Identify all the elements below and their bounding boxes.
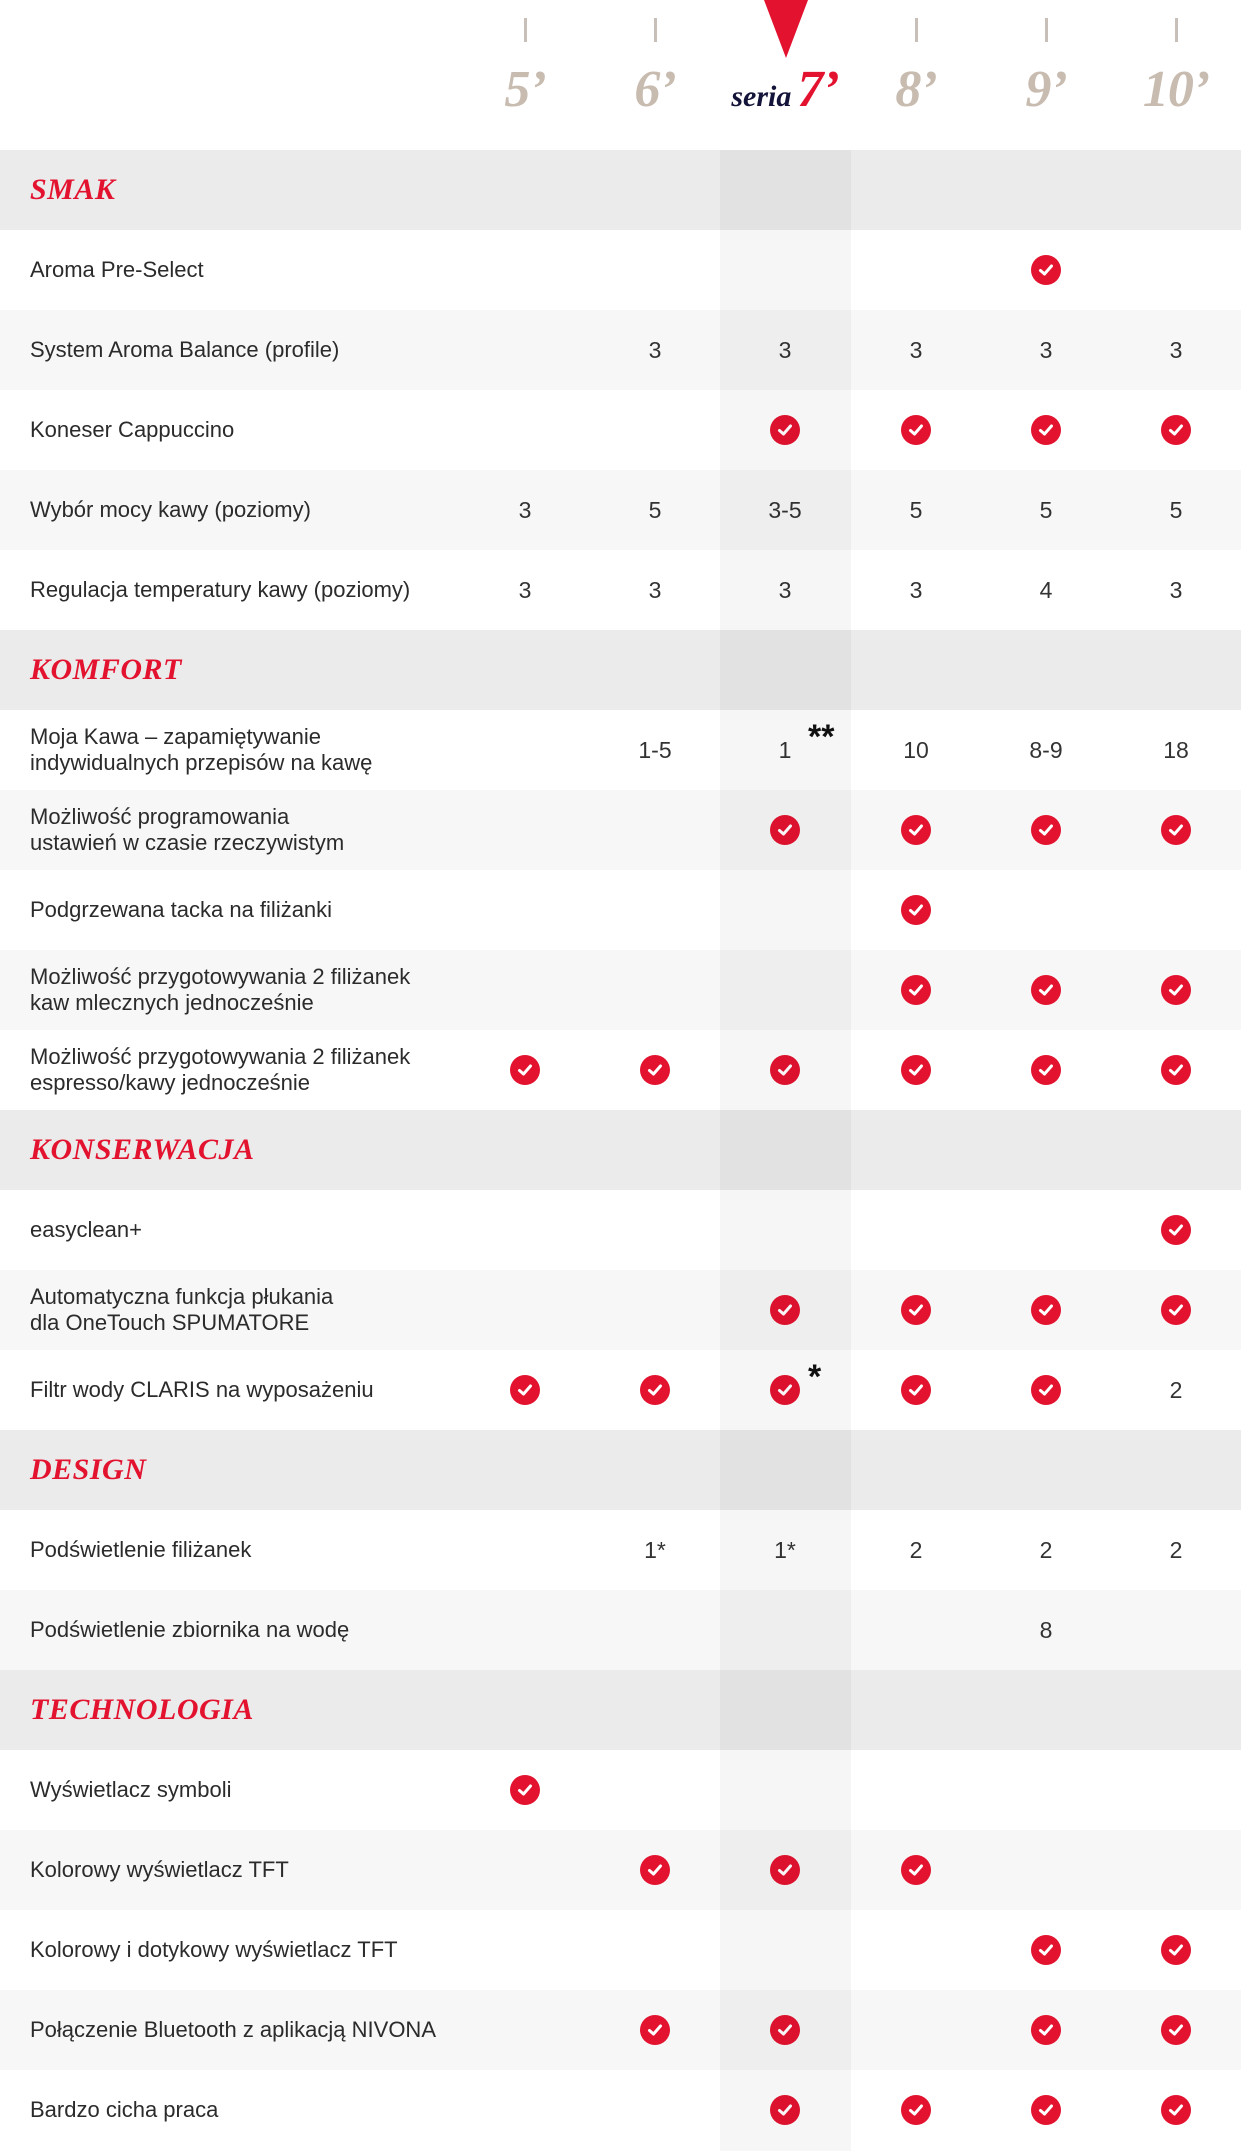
value-cell (851, 1190, 981, 1270)
value-cell (981, 1830, 1111, 1910)
feature-label: Podświetlenie zbiornika na wodę (30, 1617, 350, 1642)
value-cell (460, 1510, 590, 1590)
feature-label: Kolorowy wyświetlacz TFT (30, 1857, 289, 1882)
value-text: 18 (1163, 736, 1189, 763)
value-text: 3 (909, 576, 923, 603)
value-cell (590, 1270, 720, 1350)
value-cell (590, 310, 720, 390)
value-cell (720, 1270, 850, 1350)
feature-row (0, 710, 1241, 790)
value-cell (1111, 1910, 1241, 1990)
value-cell (981, 1190, 1111, 1270)
value-text: 3-5 (768, 496, 802, 523)
section-title: DESIGN (30, 1453, 147, 1486)
value-cell (1111, 390, 1241, 470)
value-cell (590, 2070, 720, 2150)
value-cell (851, 950, 981, 1030)
check-circle-icon (770, 2095, 800, 2125)
check-circle-icon (640, 2015, 670, 2045)
check-circle-icon (1161, 415, 1191, 445)
value-cell (981, 310, 1111, 390)
check-circle-icon (640, 1055, 670, 1085)
value-cell (981, 1910, 1111, 1990)
value-cell (1111, 1510, 1241, 1590)
value-cell (981, 1510, 1111, 1590)
value-text: 3 (1169, 576, 1183, 603)
value-cell (720, 1750, 850, 1830)
value-cell (851, 1910, 981, 1990)
series-number: 6’ (634, 61, 676, 118)
feature-label: Podgrzewana tacka na filiżanki (30, 897, 333, 922)
series-tick (1045, 18, 1048, 42)
feature-row (0, 1030, 1241, 1110)
check-circle-icon (1161, 815, 1191, 845)
series-tick (915, 18, 918, 42)
feature-row (0, 2070, 1241, 2150)
value-cell (1111, 1750, 1241, 1830)
value-cell (460, 950, 590, 1030)
value-text: 4 (1039, 576, 1053, 603)
value-cell (1111, 310, 1241, 390)
check-circle-icon (901, 815, 931, 845)
value-cell (1111, 790, 1241, 870)
feature-label: Wyświetlacz symboli (30, 1777, 232, 1802)
value-text: 10 (903, 736, 929, 763)
series-label (981, 60, 1111, 119)
value-text: 3 (778, 576, 792, 603)
series-label (460, 60, 590, 119)
check-circle-icon (770, 1055, 800, 1085)
value-cell (460, 1270, 590, 1350)
value-text: 3 (778, 336, 792, 363)
feature-row (0, 1990, 1241, 2070)
value-cell (590, 710, 720, 790)
value-cell (590, 950, 720, 1030)
feature-label: Wybór mocy kawy (poziomy) (30, 497, 311, 522)
value-text: 8-9 (1029, 736, 1063, 763)
value-cell (590, 870, 720, 950)
feature-label: Aroma Pre-Select (30, 257, 204, 282)
value-cell (851, 470, 981, 550)
series-header-5 (1111, 0, 1241, 150)
check-circle-icon (1031, 2015, 1061, 2045)
value-text: 8 (1039, 1616, 1053, 1643)
check-circle-icon (1161, 1935, 1191, 1965)
value-text: 3 (648, 336, 662, 363)
value-cell (851, 550, 981, 630)
value-cell (1111, 1030, 1241, 1110)
check-circle-icon (901, 1375, 931, 1405)
feature-label: Regulacja temperatury kawy (poziomy) (30, 577, 411, 602)
value-text: 2 (909, 1536, 923, 1563)
value-text: 5 (648, 496, 662, 523)
value-cell (1111, 470, 1241, 550)
feature-row (0, 1190, 1241, 1270)
value-cell (460, 1990, 590, 2070)
feature-row (0, 1590, 1241, 1670)
value-cell (1111, 1350, 1241, 1430)
feature-row (0, 1910, 1241, 1990)
check-circle-icon (510, 1055, 540, 1085)
check-circle-icon (901, 2095, 931, 2125)
check-circle-icon (510, 1775, 540, 1805)
value-cell (460, 870, 590, 950)
feature-row (0, 790, 1241, 870)
feature-label: Możliwość programowania ustawień w czasie rzeczywistym (30, 804, 345, 855)
value-text: 2 (1169, 1536, 1183, 1563)
value-cell (720, 790, 850, 870)
value-cell (1111, 1190, 1241, 1270)
series-number: 10’ (1142, 61, 1210, 118)
check-circle-icon (1031, 1375, 1061, 1405)
series-header-4 (981, 0, 1111, 150)
feature-label: Możliwość przygotowywania 2 filiżanek espresso/kawy jednocześnie (30, 1044, 411, 1095)
value-cell (851, 790, 981, 870)
value-cell (1111, 1590, 1241, 1670)
value-cell (981, 790, 1111, 870)
feature-label: System Aroma Balance (profile) (30, 337, 340, 362)
value-cell (590, 1510, 720, 1590)
section-row (0, 1430, 1241, 1510)
feature-row (0, 470, 1241, 550)
check-circle-icon (1031, 1295, 1061, 1325)
value-text: 1* (644, 1536, 666, 1563)
value-cell (460, 790, 590, 870)
value-cell (720, 390, 850, 470)
series-tick (654, 18, 657, 42)
series-header-0 (460, 0, 590, 150)
value-cell (460, 1750, 590, 1830)
check-circle-icon (770, 415, 800, 445)
value-cell (720, 1590, 850, 1670)
feature-label: Bardzo cicha praca (30, 2097, 219, 2122)
check-circle-icon (901, 1055, 931, 1085)
feature-row (0, 1270, 1241, 1350)
value-cell (981, 550, 1111, 630)
check-circle-icon (1031, 1055, 1061, 1085)
value-cell (720, 710, 850, 790)
value-text: 3 (1169, 336, 1183, 363)
footnote-mark: * (808, 1358, 822, 1396)
value-text: 3 (1039, 336, 1053, 363)
series-header (0, 0, 1241, 150)
footnote-mark: ** (808, 718, 835, 756)
check-circle-icon (640, 1855, 670, 1885)
value-cell (851, 870, 981, 950)
value-cell (460, 390, 590, 470)
value-text: 2 (1039, 1536, 1053, 1563)
value-cell (981, 1030, 1111, 1110)
value-cell (851, 1750, 981, 1830)
value-text: 3 (518, 496, 532, 523)
value-text: 2 (1169, 1376, 1183, 1403)
series-number: 5’ (504, 61, 546, 118)
value-cell (590, 1590, 720, 1670)
value-cell (981, 1270, 1111, 1350)
value-text: 1-5 (638, 736, 672, 763)
value-text: 5 (1169, 496, 1183, 523)
value-cell (1111, 1830, 1241, 1910)
value-cell (1111, 870, 1241, 950)
check-circle-icon (640, 1375, 670, 1405)
check-circle-icon (770, 2015, 800, 2045)
value-cell (720, 550, 850, 630)
value-cell (1111, 950, 1241, 1030)
value-text: 1* (774, 1536, 796, 1563)
value-cell (720, 2070, 850, 2150)
value-cell (851, 1590, 981, 1670)
check-circle-icon (901, 1295, 931, 1325)
value-cell (460, 1830, 590, 1910)
value-cell (1111, 1990, 1241, 2070)
value-cell (851, 1990, 981, 2070)
series-prefix: seria (731, 80, 792, 113)
value-text: 5 (1039, 496, 1053, 523)
feature-row (0, 950, 1241, 1030)
feature-row (0, 1830, 1241, 1910)
value-cell (981, 950, 1111, 1030)
value-cell (851, 1510, 981, 1590)
check-circle-icon (1031, 255, 1061, 285)
value-cell (590, 550, 720, 630)
check-circle-icon (1031, 415, 1061, 445)
value-cell (460, 2070, 590, 2150)
value-cell (720, 1910, 850, 1990)
value-cell (460, 1590, 590, 1670)
value-cell (851, 1350, 981, 1430)
value-cell (981, 1590, 1111, 1670)
check-circle-icon (1031, 2095, 1061, 2125)
value-cell (851, 710, 981, 790)
series-number: 8’ (895, 61, 937, 118)
check-circle-icon (901, 895, 931, 925)
value-text: 3 (909, 336, 923, 363)
series-header-3 (851, 0, 981, 150)
feature-row (0, 870, 1241, 950)
value-cell (590, 1830, 720, 1910)
series-label (1111, 60, 1241, 119)
value-cell (981, 470, 1111, 550)
value-cell (590, 1030, 720, 1110)
value-cell (720, 310, 850, 390)
value-cell (720, 950, 850, 1030)
feature-row (0, 230, 1241, 310)
feature-label: Automatyczna funkcja płukania dla OneTouch SPUMATORE (30, 1284, 334, 1335)
value-cell (590, 1990, 720, 2070)
value-cell (851, 1030, 981, 1110)
feature-label: Kolorowy i dotykowy wyświetlacz TFT (30, 1937, 398, 1962)
feature-row (0, 1750, 1241, 1830)
feature-row (0, 1350, 1241, 1430)
value-cell (460, 310, 590, 390)
check-circle-icon (1161, 2095, 1191, 2125)
check-circle-icon (770, 1855, 800, 1885)
value-cell (981, 1350, 1111, 1430)
section-title: KONSERWACJA (30, 1133, 255, 1166)
value-cell (851, 310, 981, 390)
feature-label: Podświetlenie filiżanek (30, 1537, 252, 1562)
value-cell (720, 470, 850, 550)
check-circle-icon (770, 1375, 800, 1405)
feature-label: Możliwość przygotowywania 2 filiżanek kaw mlecznych jednocześnie (30, 964, 411, 1015)
value-cell (851, 390, 981, 470)
value-cell (460, 230, 590, 310)
section-title: SMAK (30, 173, 116, 206)
value-cell (851, 1830, 981, 1910)
value-cell (460, 1030, 590, 1110)
section-row (0, 630, 1241, 710)
value-cell (981, 1750, 1111, 1830)
value-cell (590, 1750, 720, 1830)
value-cell (590, 390, 720, 470)
series-number: 7’ (797, 61, 839, 118)
value-cell (1111, 550, 1241, 630)
check-circle-icon (1161, 1295, 1191, 1325)
value-text: 5 (909, 496, 923, 523)
series-label (720, 60, 850, 119)
value-cell (590, 470, 720, 550)
value-cell (851, 230, 981, 310)
value-cell (720, 1030, 850, 1110)
feature-label: Połączenie Bluetooth z aplikacją NIVONA (30, 2017, 436, 2042)
feature-label: Filtr wody CLARIS na wyposażeniu (30, 1377, 374, 1402)
value-cell (460, 1350, 590, 1430)
check-circle-icon (510, 1375, 540, 1405)
series-tick (1175, 18, 1178, 42)
value-cell (1111, 2070, 1241, 2150)
comparison-table (0, 150, 1241, 2150)
value-cell (981, 2070, 1111, 2150)
series-header-1 (590, 0, 720, 150)
check-circle-icon (1161, 2015, 1191, 2045)
value-cell (851, 1270, 981, 1350)
section-row (0, 150, 1241, 230)
value-cell (590, 1910, 720, 1990)
value-cell (460, 1910, 590, 1990)
value-text: 3 (518, 576, 532, 603)
value-cell (1111, 710, 1241, 790)
check-circle-icon (1161, 1055, 1191, 1085)
value-cell (720, 1990, 850, 2070)
check-circle-icon (1031, 975, 1061, 1005)
value-cell (981, 230, 1111, 310)
value-cell (720, 230, 850, 310)
value-cell (720, 1830, 850, 1910)
check-circle-icon (770, 1295, 800, 1325)
feature-label: Moja Kawa – zapamiętywanie indywidualnych przepisów na kawę (30, 724, 373, 775)
value-cell (981, 390, 1111, 470)
value-cell (590, 230, 720, 310)
section-title: KOMFORT (30, 653, 182, 686)
section-row (0, 1670, 1241, 1750)
value-cell (720, 1190, 850, 1270)
value-cell (720, 870, 850, 950)
value-cell (981, 710, 1111, 790)
series-number: 9’ (1025, 61, 1067, 118)
series-label (851, 60, 981, 119)
value-cell (460, 470, 590, 550)
check-circle-icon (1161, 1215, 1191, 1245)
value-cell (460, 1190, 590, 1270)
value-cell (1111, 230, 1241, 310)
value-cell (590, 790, 720, 870)
value-cell (851, 2070, 981, 2150)
series-label (590, 60, 720, 119)
value-cell (1111, 1270, 1241, 1350)
feature-row (0, 1510, 1241, 1590)
value-cell (720, 1350, 850, 1430)
value-cell (590, 1190, 720, 1270)
series-tick (524, 18, 527, 42)
value-cell (460, 710, 590, 790)
check-circle-icon (1161, 975, 1191, 1005)
check-circle-icon (901, 975, 931, 1005)
value-cell (460, 550, 590, 630)
value-cell (720, 1510, 850, 1590)
check-circle-icon (901, 1855, 931, 1885)
check-circle-icon (1031, 1935, 1061, 1965)
value-text: 1 (778, 736, 792, 763)
section-title: TECHNOLOGIA (30, 1693, 254, 1726)
section-row (0, 1110, 1241, 1190)
value-cell (590, 1350, 720, 1430)
feature-row (0, 550, 1241, 630)
series-header-2 (720, 0, 850, 150)
value-cell (981, 1990, 1111, 2070)
feature-label: easyclean+ (30, 1217, 142, 1242)
value-text: 3 (648, 576, 662, 603)
check-circle-icon (901, 415, 931, 445)
check-circle-icon (1031, 815, 1061, 845)
feature-row (0, 390, 1241, 470)
feature-label: Koneser Cappuccino (30, 417, 235, 442)
value-cell (981, 870, 1111, 950)
check-circle-icon (770, 815, 800, 845)
feature-row (0, 310, 1241, 390)
